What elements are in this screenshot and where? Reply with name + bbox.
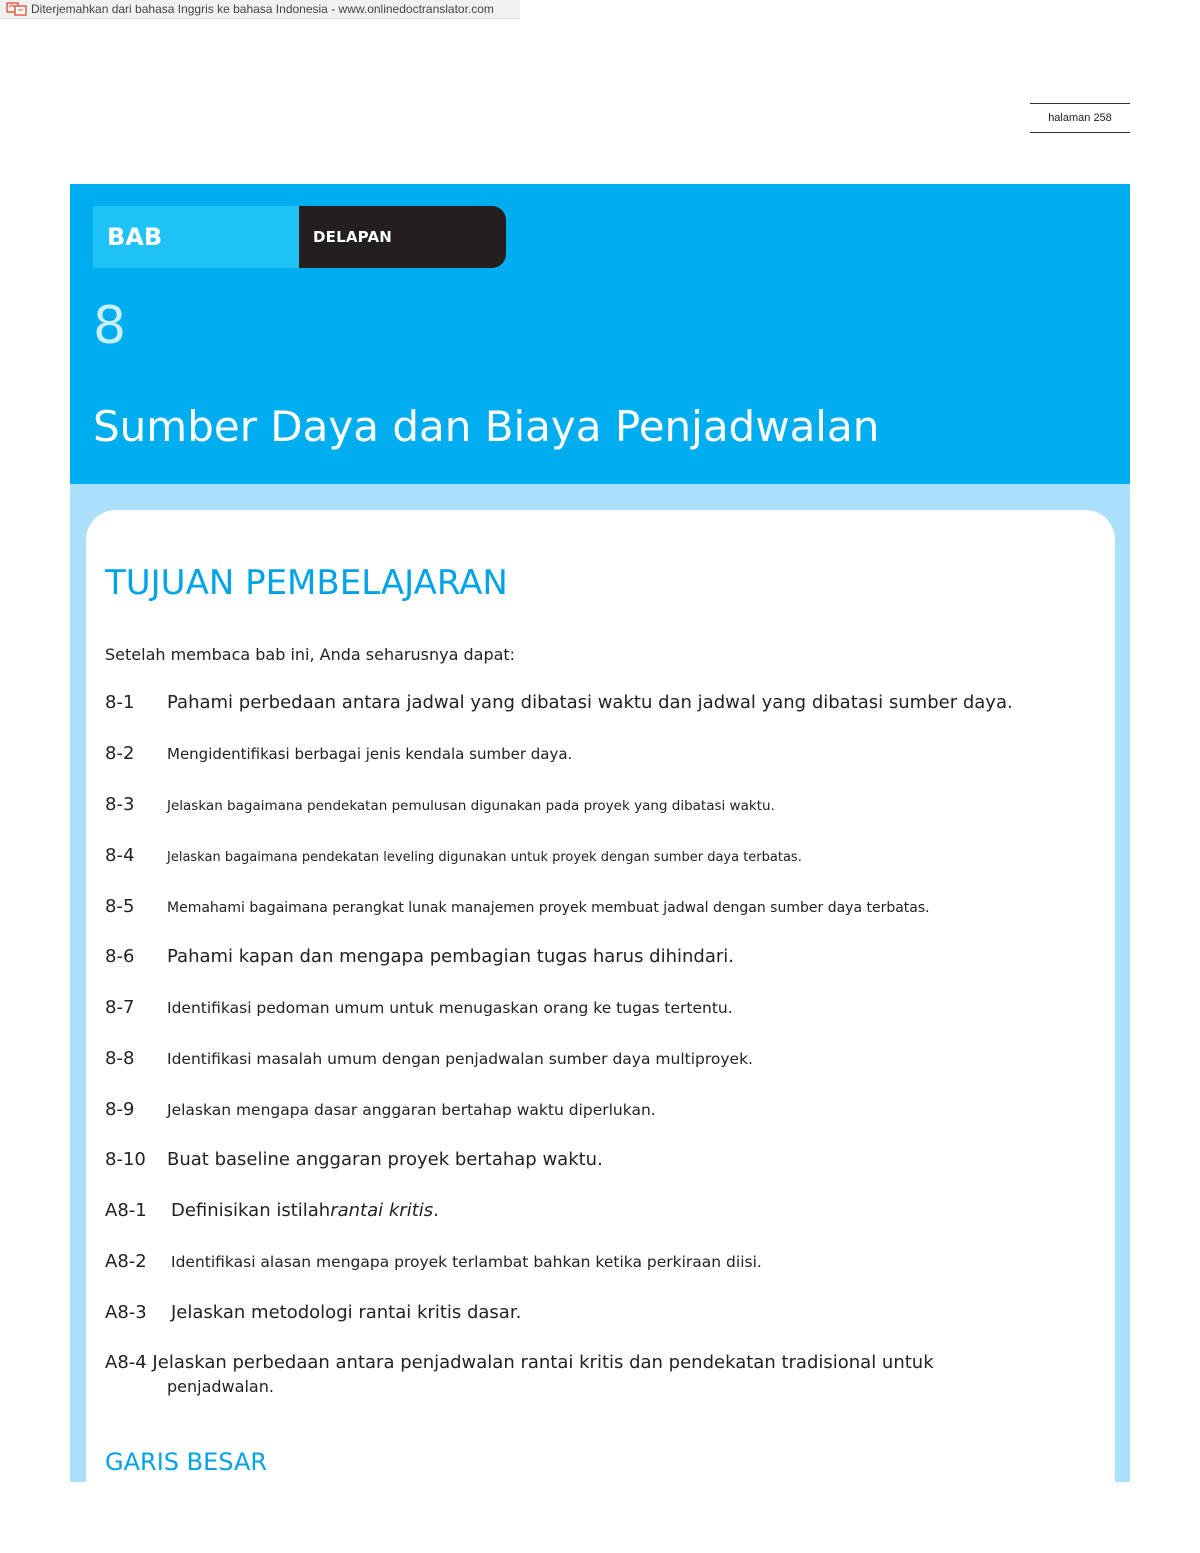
objective-text-suffix: . bbox=[433, 1200, 439, 1221]
objective-text: Jelaskan mengapa dasar anggaran bertahap waktu diperlukan. bbox=[167, 1101, 656, 1119]
objective-item-8-4 bbox=[105, 845, 1105, 875]
page-number bbox=[1030, 103, 1130, 133]
objective-code: 8-3 bbox=[105, 794, 135, 815]
objective-item-a8-3 bbox=[105, 1302, 1105, 1332]
objective-item-8-2 bbox=[105, 743, 1105, 773]
objective-code: 8-2 bbox=[105, 743, 135, 764]
chapter-label-box bbox=[93, 206, 299, 268]
objective-code: A8-1 bbox=[105, 1200, 147, 1221]
chapter-word: DELAPAN bbox=[313, 228, 393, 246]
objective-text: Pahami kapan dan mengapa pembagian tugas harus dihindari. bbox=[167, 946, 734, 967]
objective-text-term: rantai kritis bbox=[330, 1200, 434, 1221]
objective-code: A8-3 bbox=[105, 1302, 147, 1323]
page-number-label: halaman 258 bbox=[1048, 112, 1112, 124]
objectives-intro: Setelah membaca bab ini, Anda seharusnya dapat: bbox=[105, 645, 516, 664]
objective-code: A8-2 bbox=[105, 1251, 147, 1272]
objective-code: 8-8 bbox=[105, 1048, 135, 1069]
objective-code: 8-7 bbox=[105, 997, 135, 1018]
objective-text-prefix: Definisikan istilah bbox=[171, 1200, 331, 1221]
objective-item-8-6 bbox=[105, 946, 1105, 976]
objective-text-line1: A8-4 Jelaskan perbedaan antara penjadwalan rantai kritis dan pendekatan tradisional untuk bbox=[105, 1352, 934, 1373]
objective-code: 8-1 bbox=[105, 692, 135, 713]
outline-heading: GARIS BESAR bbox=[105, 1448, 268, 1476]
objective-code: 8-5 bbox=[105, 896, 135, 917]
chapter-word-tab bbox=[299, 206, 506, 268]
objective-item-a8-1 bbox=[105, 1200, 1105, 1230]
objective-text: Pahami perbedaan antara jadwal yang dibatasi waktu dan jadwal yang dibatasi sumber daya. bbox=[167, 692, 1013, 713]
objective-text: Jelaskan metodologi rantai kritis dasar. bbox=[171, 1302, 522, 1323]
objective-code: 8-9 bbox=[105, 1099, 135, 1120]
chapter-header bbox=[70, 184, 1130, 484]
objective-text-line2: penjadwalan. bbox=[167, 1377, 274, 1396]
objective-item-8-1 bbox=[105, 692, 1105, 722]
chapter-number: 8 bbox=[93, 296, 127, 356]
translate-icon bbox=[6, 2, 28, 16]
objective-text: Jelaskan bagaimana pendekatan leveling digunakan untuk proyek dengan sumber daya terbatas. bbox=[167, 850, 802, 865]
objective-text: Buat baseline anggaran proyek bertahap waktu. bbox=[167, 1149, 603, 1170]
objective-text: Mengidentifikasi berbagai jenis kendala sumber daya. bbox=[167, 745, 573, 763]
objective-item-8-3 bbox=[105, 794, 1105, 824]
objective-item-8-5 bbox=[105, 896, 1105, 926]
objectives-heading: TUJUAN PEMBELAJARAN bbox=[105, 563, 508, 603]
objective-text bbox=[171, 1200, 439, 1221]
objective-item-8-10 bbox=[105, 1149, 1105, 1179]
objective-item-8-7 bbox=[105, 997, 1105, 1027]
chapter-label: BAB bbox=[107, 223, 163, 251]
chapter-title: Sumber Daya dan Biaya Penjadwalan bbox=[93, 402, 880, 451]
objective-item-8-8 bbox=[105, 1048, 1105, 1078]
objective-item-8-9 bbox=[105, 1099, 1105, 1129]
objective-text: Identifikasi alasan mengapa proyek terlambat bahkan ketika perkiraan diisi. bbox=[171, 1253, 762, 1271]
objective-text: Identifikasi pedoman umum untuk menugaskan orang ke tugas tertentu. bbox=[167, 999, 733, 1017]
objective-code: 8-6 bbox=[105, 946, 135, 967]
translator-banner-text[interactable]: Diterjemahkan dari bahasa Inggris ke bahasa Indonesia - www.onlinedoctranslator.com bbox=[31, 2, 494, 16]
objective-text: Jelaskan bagaimana pendekatan pemulusan digunakan pada proyek yang dibatasi waktu. bbox=[167, 798, 775, 814]
objective-item-a8-2 bbox=[105, 1251, 1105, 1281]
translator-banner[interactable] bbox=[0, 0, 520, 19]
objective-text: Identifikasi masalah umum dengan penjadwalan sumber daya multiproyek. bbox=[167, 1050, 753, 1068]
objectives-card bbox=[86, 510, 1115, 1553]
objective-text: Memahami bagaimana perangkat lunak manajemen proyek membuat jadwal dengan sumber daya terbatas. bbox=[167, 900, 930, 916]
objective-item-a8-4 bbox=[105, 1352, 1105, 1396]
objective-code: 8-10 bbox=[105, 1149, 146, 1170]
objective-code: 8-4 bbox=[105, 845, 135, 866]
